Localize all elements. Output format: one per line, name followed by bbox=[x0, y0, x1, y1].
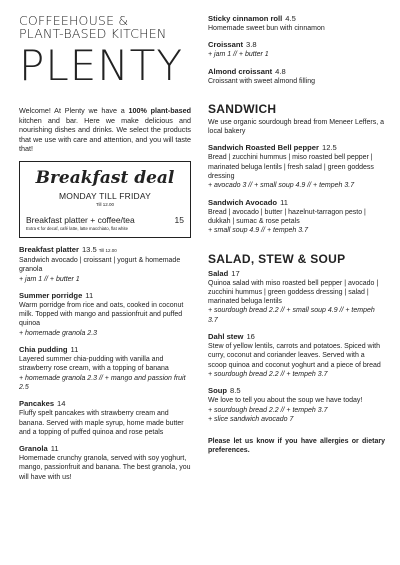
item-note: Till 12.00 bbox=[98, 247, 117, 253]
brand-header bbox=[19, 13, 191, 90]
brand-line-1: COFFEEHOUSE & bbox=[19, 13, 129, 28]
menu-item bbox=[208, 40, 385, 59]
item-extra: + homemade granola 2.3 bbox=[19, 329, 98, 337]
item-price: 11 bbox=[280, 197, 288, 207]
item-extra: + sourdough bread 2.2 // + small soup 4.9 // + tempeh 3.7 bbox=[208, 307, 375, 324]
section-title-salad: SALAD, STEW & SOUP bbox=[208, 251, 346, 266]
deal-price: 15 bbox=[174, 214, 184, 225]
intro-part2: kitchen and bar. Here we make delicious and nourishing dishes and drinks. We select the products that we use with care and attention, and you will taste that! bbox=[19, 115, 191, 154]
item-name: Croissant bbox=[208, 40, 244, 50]
menu-item bbox=[208, 269, 385, 325]
menu-item bbox=[208, 386, 385, 424]
item-price: 17 bbox=[231, 268, 240, 278]
item-extra: + jam 1 // + butter 1 bbox=[208, 51, 269, 59]
deal-title: Breakfast deal bbox=[35, 167, 175, 188]
item-price: 13.5 bbox=[81, 244, 97, 254]
item-desc: Bread | avocado | butter | hazelnut-tarragon pesto | dukkah | sumac & rose petals bbox=[208, 208, 366, 225]
menu-item bbox=[19, 245, 191, 284]
item-price: 4.5 bbox=[285, 14, 296, 23]
item-desc: Layered summer chia-pudding with vanilla and strawberry rose cream, with a topping of banana bbox=[19, 356, 169, 373]
item-extra: + sourdough bread 2.2 // + tempeh 3.7 bbox=[208, 370, 328, 378]
menu-item bbox=[208, 14, 385, 33]
item-name: Salad bbox=[208, 268, 229, 278]
item-price: 8.5 bbox=[229, 386, 241, 396]
item-desc: Sandwich avocado | croissant | yogurt & homemade granola bbox=[19, 256, 181, 274]
item-extra: + small soup 4.9 // + tempeh 3.7 bbox=[208, 227, 309, 235]
menu-item bbox=[208, 143, 385, 190]
item-desc: Quinoa salad with miso roasted bell pepper | avocado | zucchini hummus | green goddess dressing | salad | marinated beluga lentils bbox=[208, 279, 379, 306]
menu-item bbox=[208, 67, 385, 86]
item-price: 3.8 bbox=[246, 40, 257, 50]
item-extra: + jam 1 // + butter 1 bbox=[19, 275, 80, 283]
section-title-sandwich: SANDWICH bbox=[208, 101, 277, 116]
item-price: 12.5 bbox=[321, 143, 337, 153]
brand-line-2: PLANT-BASED KITCHEN bbox=[19, 26, 167, 41]
breakfast-deal-box bbox=[19, 161, 191, 238]
item-price: 16 bbox=[246, 332, 255, 342]
menu-item bbox=[208, 198, 385, 236]
item-name: Dahl stew bbox=[208, 332, 244, 342]
menu-item bbox=[208, 332, 385, 379]
deal-days: MONDAY TILL FRIDAY bbox=[59, 190, 151, 201]
item-name: Sticky cinnamon roll bbox=[208, 14, 283, 23]
item-desc: Warm porridge from rice and oats, cooked in coconut milk. Topped with mango and passionfruit and puffed quinoa bbox=[19, 301, 184, 328]
item-price: 14 bbox=[57, 399, 66, 409]
item-name: Chia pudding bbox=[19, 345, 68, 355]
item-extra: + avocado 3 // + small soup 4.9 // + tempeh 3.7 bbox=[208, 182, 355, 190]
item-name: Almond croissant bbox=[208, 66, 273, 76]
item-name: Summer porridge bbox=[19, 290, 83, 300]
item-desc: We love to tell you about the soup we have today! bbox=[208, 397, 363, 405]
item-price: 11 bbox=[50, 444, 59, 454]
item-price: 11 bbox=[85, 290, 94, 300]
item-desc: Stew of yellow lentils, carrots and potatoes. Spiced with curry, coconut and coriander leaves. Served with a scoop quinoa and coconut yoghurt and a piece of bread bbox=[208, 343, 381, 369]
item-price: 11 bbox=[70, 345, 79, 355]
breakfast-items bbox=[19, 245, 191, 482]
item-name: Sandwich Avocado bbox=[208, 197, 278, 207]
menu-item bbox=[19, 345, 191, 392]
section-desc-sandwich: We use organic sourdough bread from Meneer Leffers, a local bakery bbox=[208, 118, 385, 136]
item-name: Soup bbox=[208, 386, 227, 396]
deal-till: Till 12.00 bbox=[95, 201, 115, 207]
item-desc: Croissant with sweet almond filling bbox=[208, 77, 315, 85]
brand-logo-text: PLENTY bbox=[19, 41, 183, 90]
intro-bold: 100% plant-based bbox=[128, 106, 191, 115]
item-desc: Bread | zucchini hummus | miso roasted bell pepper | marinated beluga lentils | fresh salad | green goddess dressing bbox=[208, 154, 374, 181]
deal-offer: Breakfast platter + coffee/tea bbox=[26, 214, 135, 225]
deal-offer-row bbox=[26, 215, 184, 225]
intro-part1: Welcome! At Plenty we have a bbox=[19, 106, 129, 115]
item-name: Breakfast platter bbox=[19, 244, 79, 254]
deal-extra: Extra € for decaf, café latte, latte macchiato, flat white bbox=[26, 225, 128, 231]
item-extra: + homemade granola 2.3 // + mango and passion fruit 2.5 bbox=[19, 374, 186, 391]
item-desc: Homemade crunchy granola, served with soy yoghurt, mango, passionfruit and banana. The best granola, you will have with us! bbox=[19, 455, 191, 481]
item-name: Pancakes bbox=[19, 399, 55, 409]
menu-item bbox=[19, 291, 191, 338]
right-column bbox=[208, 14, 385, 456]
item-desc: Fluffy spelt pancakes with strawberry cream and banana. Served with maple syrup, home made butter and a topping of puffed quinoa and rose petals bbox=[19, 410, 184, 436]
item-extra: + sourdough bread 2.2 // + tempeh 3.7 + slice sandwich avocado 7 bbox=[208, 406, 328, 423]
menu-item bbox=[19, 444, 191, 482]
allergy-note: Please let us know if you have allergies or dietary preferences. bbox=[208, 438, 385, 455]
item-desc: Homemade sweet bun with cinnamon bbox=[208, 25, 325, 32]
item-name: Sandwich Roasted Bell pepper bbox=[208, 143, 319, 153]
item-name: Granola bbox=[19, 444, 48, 454]
menu-item bbox=[19, 399, 191, 437]
left-column bbox=[19, 14, 191, 482]
intro-text bbox=[19, 106, 191, 154]
item-price: 4.8 bbox=[275, 66, 286, 76]
